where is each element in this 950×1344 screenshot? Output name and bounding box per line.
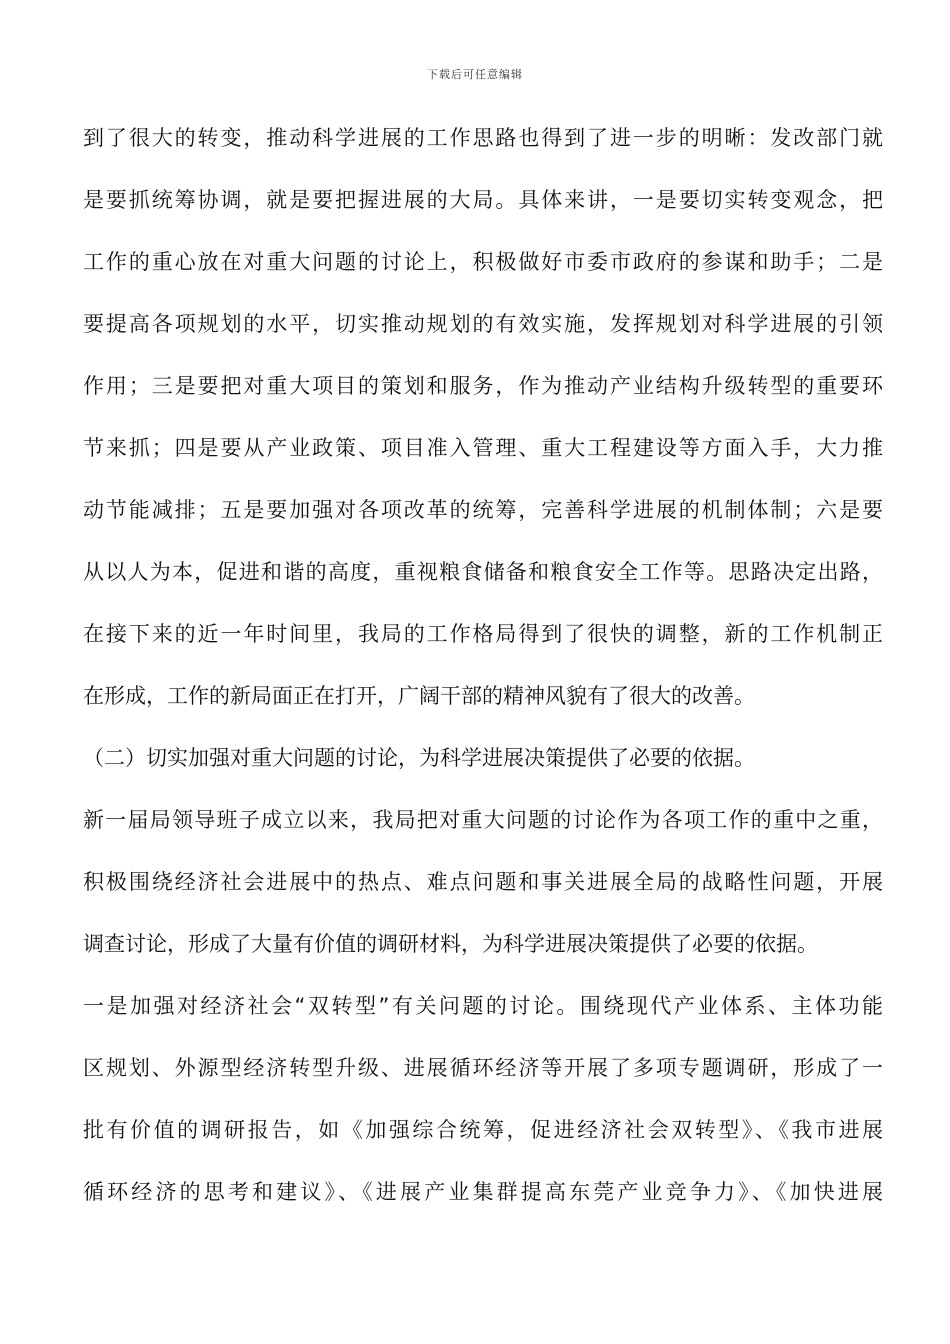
text-line: 节来抓；四是要从产业政策、项目准入管理、重大工程建设等方面入手，大力推 bbox=[83, 436, 883, 460]
text-line: 调查讨论，形成了大量有价值的调研材料，为科学进展决策提供了必要的依据。 bbox=[83, 932, 818, 956]
text-line: 批有价值的调研报告，如《加强综合统筹，促进经济社会双转型》、《我市进展 bbox=[83, 1118, 883, 1142]
text-line: 一是加强对经济社会“双转型”有关问题的讨论。围绕现代产业体系、主体功能 bbox=[83, 994, 883, 1018]
text-line: 是要抓统筹协调，就是要把握进展的大局。具体来讲，一是要切实转变观念，把 bbox=[83, 188, 883, 212]
text-line: 在形成，工作的新局面正在打开，广阔干部的精神风貌有了很大的改善。 bbox=[83, 684, 755, 708]
text-line: 区规划、外源型经济转型升级、进展循环经济等开展了多项专题调研，形成了一 bbox=[83, 1056, 883, 1080]
text-line: 在接下来的近一年时间里，我局的工作格局得到了很快的调整，新的工作机制正 bbox=[83, 622, 883, 646]
page-header: 下载后可任意编辑 bbox=[427, 68, 523, 81]
text-line: 动节能减排；五是要加强对各项改革的统筹，完善科学进展的机制体制；六是要 bbox=[83, 498, 883, 522]
text-line: 到了很大的转变，推动科学进展的工作思路也得到了进一步的明晰：发改部门就 bbox=[83, 126, 883, 150]
text-line: 循环经济的思考和建议》、《进展产业集群提高东莞产业竞争力》、《加快进展 bbox=[83, 1180, 883, 1204]
text-line: 工作的重心放在对重大问题的讨论上，积极做好市委市政府的参谋和助手；二是 bbox=[83, 250, 883, 274]
text-line: 作用；三是要把对重大项目的策划和服务，作为推动产业结构升级转型的重要环 bbox=[83, 374, 883, 398]
text-line: 积极围绕经济社会进展中的热点、难点问题和事关进展全局的战略性问题，开展 bbox=[83, 870, 883, 894]
text-line: 新一届局领导班子成立以来，我局把对重大问题的讨论作为各项工作的重中之重， bbox=[83, 808, 883, 832]
document-body bbox=[83, 113, 883, 1229]
section-heading: （二）切实加强对重大问题的讨论，为科学进展决策提供了必要的依据。 bbox=[83, 746, 755, 770]
text-line: 从以人为本，促进和谐的高度，重视粮食储备和粮食安全工作等。思路决定出路， bbox=[83, 560, 883, 584]
text-line: 要提高各项规划的水平，切实推动规划的有效实施，发挥规划对科学进展的引领 bbox=[83, 312, 883, 336]
